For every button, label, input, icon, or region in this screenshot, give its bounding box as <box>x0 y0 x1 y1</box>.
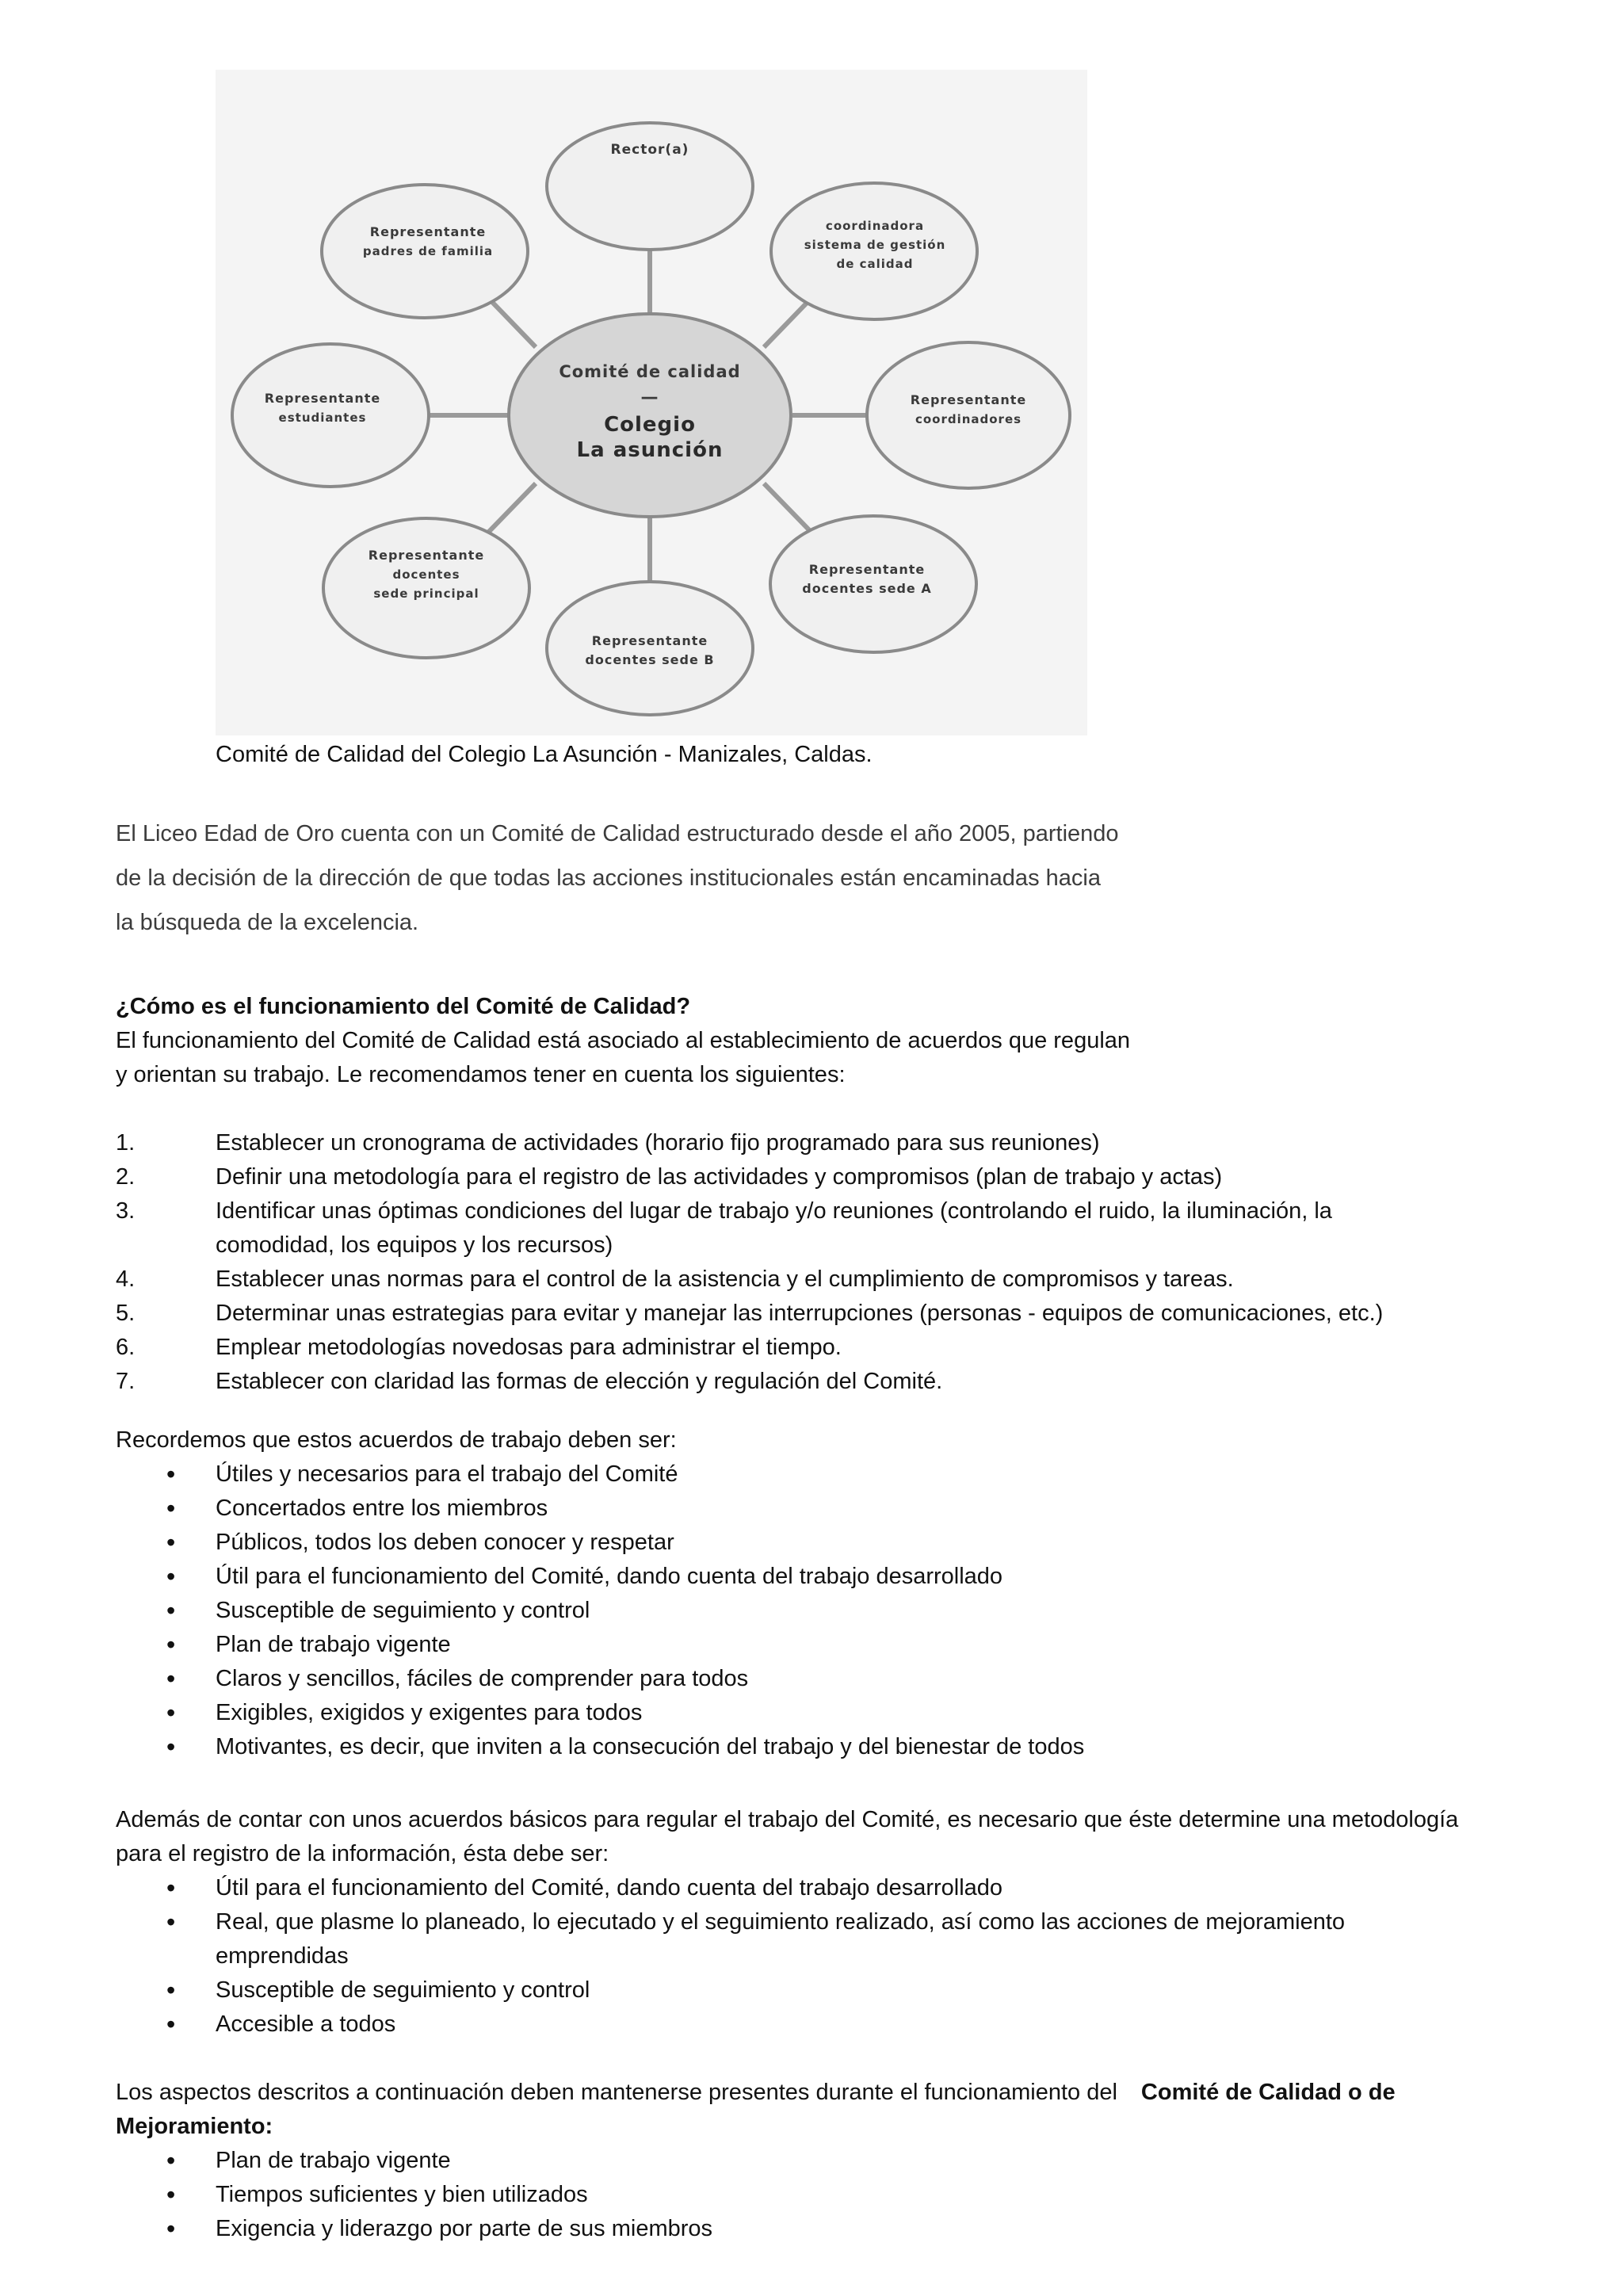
coordinadora-label-2: sistema de gestión <box>804 238 946 252</box>
intro-line: El Liceo Edad de Oro cuenta con un Comité de Calidad estructurado desde el año 2005, partiendo <box>116 821 1119 846</box>
item-number: 4. <box>116 1266 136 1292</box>
docentes-principal-label-2: docentes <box>392 567 460 582</box>
center-line1: Comité de calidad <box>559 362 741 381</box>
item-number: 7. <box>116 1369 136 1394</box>
numbered-item <box>116 1365 1518 1399</box>
coordinadores-label-2: coordinadores <box>915 412 1022 426</box>
docentes-b-label-2: docentes sede B <box>585 652 715 667</box>
section-heading: ¿Cómo es el funcionamiento del Comité de Calidad? <box>116 994 691 1019</box>
bullet-item: • Claros y sencillos, fáciles de comprender para todos <box>116 1662 1518 1696</box>
docentes-b-label-1: Representante <box>591 633 708 648</box>
section-aspectos <box>116 2076 1510 2246</box>
section-intro <box>116 2076 1510 2144</box>
section-funcionamiento <box>116 990 1518 1399</box>
estudiantes-label-2: estudiantes <box>278 411 367 425</box>
section-metodologia <box>116 1803 1510 2042</box>
bullet-item: • Exigibles, exigidos y exigentes para todos <box>116 1696 1518 1730</box>
bullet-item: • Concertados entre los miembros <box>116 1492 1518 1526</box>
intro-plain-text: Los aspectos descritos a continuación deben mantenerse presentes durante el funcionamiento del <box>116 2080 1117 2105</box>
intro-bold-text: Comité de Calidad o de Mejoramiento: <box>116 2080 1396 2139</box>
item-text: Definir una metodología para el registro de las actividades y compromisos (plan de trabajo y actas) <box>216 1164 1223 1190</box>
padres-label-1: Representante <box>369 224 487 239</box>
bullet-item: • Susceptible de seguimiento y control <box>116 1973 1510 2008</box>
section-intro: Además de contar con unos acuerdos básicos para regular el trabajo del Comité, es necesario que éste determine una metodología para el registro de la información, ésta debe ser: <box>116 1807 1459 1866</box>
padres-label-2: padres de familia <box>362 244 494 258</box>
rector-label: Rector(a) <box>610 142 689 158</box>
coordinadora-label-1: coordinadora <box>825 219 925 233</box>
node-docentes-b <box>547 582 753 715</box>
item-text: Establecer unas normas para el control de la asistencia y el cumplimiento de compromisos y tareas. <box>216 1266 1234 1292</box>
numbered-item <box>116 1194 1518 1263</box>
numbered-item <box>116 1126 1518 1160</box>
bullet-item: • Real, que plasme lo planeado, lo ejecutado y el seguimiento realizado, así como las acciones de mejoramiento emprendidas <box>116 1905 1510 1973</box>
bullet-item: • Públicos, todos los deben conocer y respetar <box>116 1526 1518 1560</box>
bullet-item: • Susceptible de seguimiento y control <box>116 1594 1518 1628</box>
center-line2: Colegio <box>604 413 696 437</box>
section-acuerdos <box>116 1423 1518 1764</box>
section-body-line: El funcionamiento del Comité de Calidad está asociado al establecimiento de acuerdos que regulan <box>116 1028 1131 1053</box>
committee-diagram <box>216 70 1087 735</box>
committee-diagram-svg <box>216 70 1087 735</box>
estudiantes-label-1: Representante <box>264 391 381 406</box>
numbered-item <box>116 1297 1518 1331</box>
item-text: Determinar unas estrategias para evitar y manejar las interrupciones (personas - equipos de comunicaciones, etc.) <box>216 1301 1384 1326</box>
bullet-item: • Útil para el funcionamiento del Comité, dando cuenta del trabajo desarrollado <box>116 1560 1518 1594</box>
bullet-item: • Motivantes, es decir, que inviten a la consecución del trabajo y del bienestar de todos <box>116 1730 1518 1764</box>
docentes-principal-label-1: Representante <box>368 548 485 563</box>
bullet-item: • Exigencia y liderazgo por parte de sus miembros <box>116 2212 1510 2246</box>
docentes-a-label-2: docentes sede A <box>802 581 932 596</box>
coordinadora-label-3: de calidad <box>836 257 914 271</box>
item-text: Identificar unas óptimas condiciones del lugar de trabajo y/o reuniones (controlando el ruido, la iluminación, la comodidad, los equipos y los recursos) <box>216 1198 1332 1258</box>
docentes-a-label-1: Representante <box>808 562 926 577</box>
item-text: Establecer con claridad las formas de elección y regulación del Comité. <box>216 1369 943 1394</box>
diagram-caption: Comité de Calidad del Colegio La Asunción - Manizales, Caldas. <box>216 742 873 767</box>
section-intro: Recordemos que estos acuerdos de trabajo deben ser: <box>116 1427 677 1453</box>
numbered-item <box>116 1263 1518 1297</box>
item-text: Establecer un cronograma de actividades (horario fijo programado para sus reuniones) <box>216 1130 1100 1156</box>
intro-line: la búsqueda de la excelencia. <box>116 910 419 935</box>
docentes-principal-label-3: sede principal <box>373 586 479 601</box>
bullet-item: • Plan de trabajo vigente <box>116 1628 1518 1662</box>
center-dash: — <box>640 388 659 407</box>
item-number: 1. <box>116 1130 136 1156</box>
bullet-list <box>116 1871 1510 2042</box>
numbered-list <box>116 1126 1518 1399</box>
numbered-item <box>116 1160 1518 1194</box>
item-number: 2. <box>116 1164 136 1190</box>
center-line3: La asunción <box>576 438 724 462</box>
item-text: Emplear metodologías novedosas para administrar el tiempo. <box>216 1335 842 1360</box>
spacer <box>116 1092 1518 1126</box>
item-number: 6. <box>116 1335 136 1360</box>
intro-paragraph <box>116 812 1384 945</box>
item-number: 5. <box>116 1301 136 1326</box>
bullet-item: • Útiles y necesarios para el trabajo del Comité <box>116 1457 1518 1492</box>
intro-line: de la decisión de la dirección de que todas las acciones institucionales están encaminadas hacia <box>116 865 1101 891</box>
bullet-list <box>116 1457 1518 1764</box>
item-number: 3. <box>116 1198 136 1224</box>
bullet-list <box>116 2144 1510 2246</box>
bullet-item: • Útil para el funcionamiento del Comité, dando cuenta del trabajo desarrollado <box>116 1871 1510 1905</box>
numbered-item <box>116 1331 1518 1365</box>
bullet-item: • Accesible a todos <box>116 2008 1510 2042</box>
bullet-item: • Tiempos suficientes y bien utilizados <box>116 2178 1510 2212</box>
section-body-line: y orientan su trabajo. Le recomendamos tener en cuenta los siguientes: <box>116 1062 846 1087</box>
coordinadores-label-1: Representante <box>910 392 1027 407</box>
bullet-item: • Plan de trabajo vigente <box>116 2144 1510 2178</box>
